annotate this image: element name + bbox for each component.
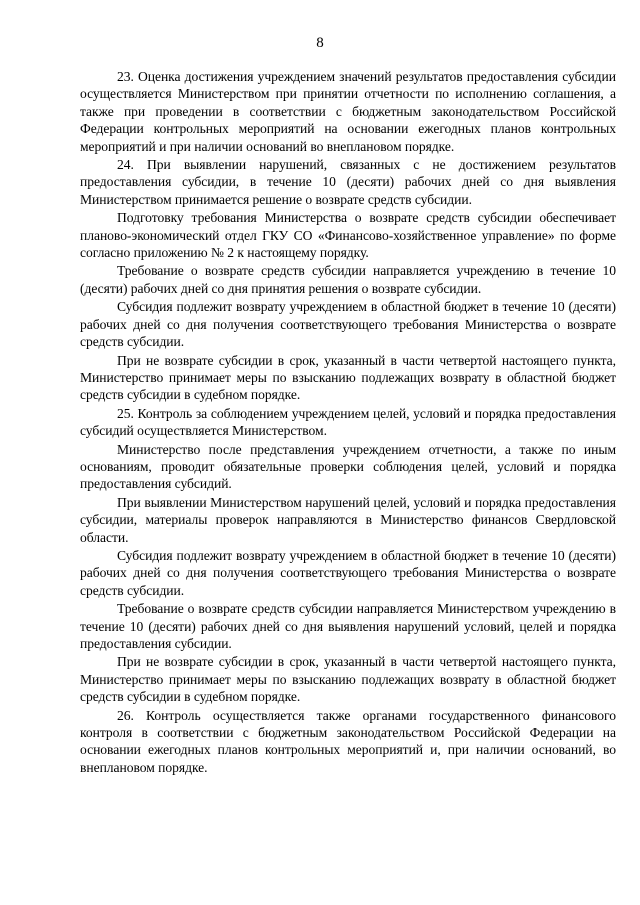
paragraph-25: 25. Контроль за соблюдением учреждением целей, условий и порядка предоставления субсидий осуществляется Министерством. bbox=[80, 405, 616, 439]
paragraph-25-inspections: Министерство после представления учреждением отчетности, а также по иным основаниям, проводит обязательные проверки соблюдения целей, условий и порядка предоставления субсидий. bbox=[80, 441, 616, 492]
paragraph-26: 26. Контроль осуществляется также органами государственного финансового контроля в соответствии с бюджетным законодательством Российской Федерации на основании ежегодных планов контрольных мероприятий и, при наличии оснований, во внеплановом порядке. bbox=[80, 707, 616, 775]
paragraph-24-requirement: Требование о возврате средств субсидии направляется учреждению в течение 10 (десяти) рабочих дней со дня принятия решения о возврате субсидии. bbox=[80, 263, 616, 296]
paragraph-24-preparation: Подготовку требования Министерства о возврате средств субсидии обеспечивает планово-экономический отдел ГКУ СО «Финансово-хозяйственное управление» по форме согласно приложению № 2 к настоящему порядку. bbox=[80, 210, 616, 261]
paragraph-25-violations: При выявлении Министерством нарушений целей, условий и порядка предоставления субсидии, материалы проверок направляются в Министерство финансов Свердловской области. bbox=[80, 494, 616, 545]
paragraph-25-refund: Субсидия подлежит возврату учреждением в областной бюджет в течение 10 (десяти) рабочих дней со дня получения соответствующего требования Министерства о возврате средств субсидии. bbox=[80, 547, 616, 598]
page-number: 8 bbox=[316, 35, 324, 51]
paragraph-23: 23. Оценка достижения учреждением значений результатов предоставления субсидии осуществляется Министерством при принятии отчетности по исполнению соглашения, а также при проведении в соответствии с бюджетным законодательством Российской Федерации контрольных мероприятий на основании ежегодных планов контрольных мероприятий и при наличии оснований во внеплановом порядке. bbox=[80, 69, 616, 154]
paragraph-25-requirement: Требование о возврате средств субсидии направляется Министерством учреждению в течение 10 (десяти) рабочих дней со дня выявления нарушений условий, целей и порядка предоставления субсидии. bbox=[80, 601, 616, 651]
paragraph-24-refund: Субсидия подлежит возврату учреждением в областной бюджет в течение 10 (десяти) рабочих дней со дня получения соответствующего требования Министерства о возврате средств субсидии. bbox=[80, 299, 616, 350]
paragraph-24-recovery: При не возврате субсидии в срок, указанный в части четвертой настоящего пункта, Министерство принимает меры по взысканию подлежащих возврату в областной бюджет средств субсидии в судебном порядке. bbox=[80, 352, 616, 403]
document-body bbox=[80, 68, 616, 776]
paragraph-24: 24. При выявлении нарушений, связанных с не достижением результатов предоставления субсидии, в течение 10 (десяти) рабочих дней со дня выявления Министерством принимается решение о возврате средств субсидии. bbox=[80, 157, 616, 207]
paragraph-25-recovery: При не возврате субсидии в срок, указанный в части четвертой настоящего пункта, Министерство принимает меры по взысканию подлежащих возврату в областной бюджет средств субсидии в судебном порядке. bbox=[80, 654, 616, 705]
